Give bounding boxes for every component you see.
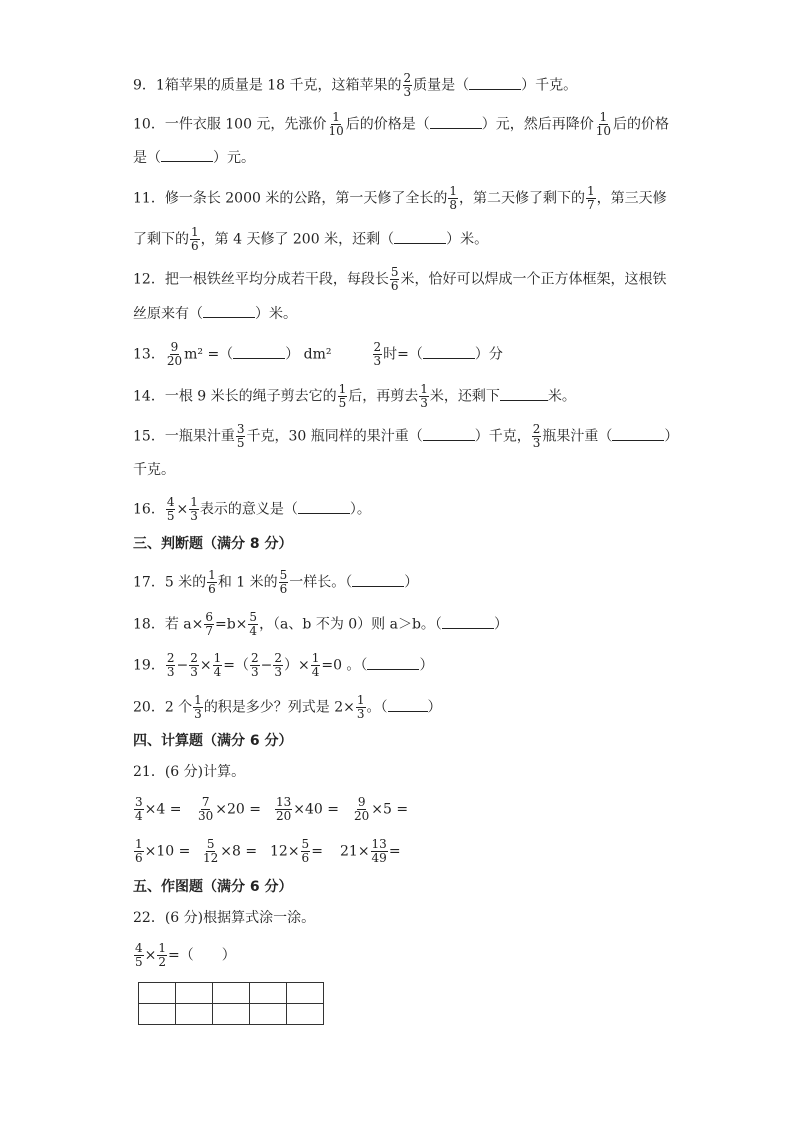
question-19: 19． $\frac{2}{3}$ − $\frac{2}{3}$ × $\frac{1}{4}$ =（ $\frac{2}{3}$ − $\frac{2}{3}$ ）× $\frac{1}{4}$ =0 。（ ） [133, 651, 434, 679]
answer-blank[interactable] [233, 346, 285, 359]
fraction: $\frac{1}{5}$ [338, 382, 347, 410]
question-10: 10．一件衣服 100 元，先涨价 $\frac{1}{10}$ 后的价格是（ ）元，然后再降价 $\frac{1}{10}$ 后的价格 [133, 110, 669, 138]
fraction: $\frac{1}{8}$ [449, 184, 457, 212]
fraction: $\frac{1}{3}$ [194, 693, 202, 721]
calc-item: $\frac{1}{6}$ ×10 = [135, 837, 191, 865]
fraction: $\frac{1}{3}$ [420, 382, 428, 410]
calc-item: $\frac{9}{20}$ ×5 = [354, 795, 409, 823]
answer-blank[interactable] [500, 388, 548, 401]
answer-blank[interactable] [423, 346, 475, 359]
answer-blank[interactable] [203, 305, 255, 318]
calc-item: 12× $\frac{5}{6}$ = [270, 837, 323, 865]
fraction: $\frac{9}{20}$ [166, 340, 183, 368]
fraction: $\frac{4}{5}$ [166, 495, 175, 523]
fraction: $\frac{2}{3}$ [532, 422, 541, 450]
question-12: 12．把一根铁丝平均分成若干段，每段长 $\frac{5}{6}$ 米，恰好可以焊成一个正方体框架，这根铁 [133, 265, 667, 293]
question-16: 16． $\frac{4}{5}$ × $\frac{1}{3}$ 表示的意义是（ ）。 [133, 495, 371, 523]
fraction: $\frac{1}{6}$ [208, 568, 216, 596]
grid-cell[interactable] [213, 983, 250, 1004]
fraction: $\frac{3}{5}$ [236, 422, 245, 450]
answer-blank[interactable] [469, 77, 521, 90]
question-18: 18．若 a× $\frac{6}{7}$ =b× $\frac{5}{4}$ ，（a、b 不为 0）则 a＞b。（ ） [133, 610, 508, 638]
fraction: $\frac{2}{3}$ [190, 651, 198, 679]
question-22-expression: $\frac{4}{5}$ × $\frac{1}{2}$ =（ ） [135, 941, 236, 969]
section-5-heading: 五、作图题（满分 6 分） [133, 879, 293, 895]
question-21-title: 21．(6 分)计算。 [133, 764, 246, 780]
answer-blank[interactable] [442, 616, 494, 629]
grid-cell[interactable] [287, 1004, 324, 1025]
fraction: $\frac{1}{4}$ [213, 651, 222, 679]
fraction: $\frac{6}{7}$ [205, 610, 213, 638]
calc-item: 21× $\frac{13}{49}$ = [340, 837, 401, 865]
section-4-heading: 四、计算题（满分 6 分） [133, 733, 293, 749]
fraction: $\frac{5}{4}$ [249, 610, 258, 638]
calc-item: $\frac{7}{30}$ ×20 = [198, 795, 262, 823]
calc-item: $\frac{3}{4}$ ×4 = [135, 795, 182, 823]
fraction: $\frac{2}{3}$ [250, 651, 259, 679]
shading-grid [138, 982, 324, 1025]
answer-blank[interactable] [430, 116, 482, 129]
question-14: 14．一根 9 米长的绳子剪去它的 $\frac{1}{5}$ 后，再剪去 $\frac{1}{3}$ 米，还剩下 米。 [133, 382, 576, 410]
fraction: $\frac{1}{3}$ [356, 693, 365, 721]
fraction: $\frac{2}{3}$ [403, 71, 412, 99]
answer-blank[interactable] [352, 574, 404, 587]
fraction: $\frac{1}{10}$ [328, 110, 344, 138]
grid-cell[interactable] [250, 983, 287, 1004]
question-17: 17．5 米的 $\frac{1}{6}$ 和 1 米的 $\frac{5}{6}$ 一样长。（ ） [133, 568, 419, 596]
fraction: $\frac{5}{6}$ [279, 568, 288, 596]
fraction: $\frac{2}{3}$ [274, 651, 282, 679]
question-15: 15．一瓶果汁重 $\frac{3}{5}$ 千克，30 瓶同样的果汁重（ ）千克， $\frac{2}{3}$ 瓶果汁重（ ） [133, 422, 679, 450]
answer-blank[interactable] [394, 231, 446, 244]
answer-blank[interactable] [388, 699, 428, 712]
answer-blank[interactable] [612, 428, 664, 441]
answer-blank[interactable] [298, 501, 350, 514]
question-11-line2: 了剩下的 $\frac{1}{6}$ ，第 4 天修了 200 米，还剩（ ）米。 [133, 225, 489, 253]
fraction: $\frac{5}{6}$ [390, 265, 399, 293]
fraction: $\frac{1}{4}$ [311, 651, 320, 679]
question-12-line2: 丝原来有（ ）米。 [133, 306, 297, 322]
section-3-heading: 三、判断题（满分 8 分） [133, 536, 293, 552]
question-9: 9．1箱苹果的质量是 18 千克，这箱苹果的 $\frac{2}{3}$ 质量是（ ）千克。 [133, 71, 578, 99]
fraction: $\frac{1}{7}$ [586, 184, 595, 212]
question-15-line2: 千克。 [133, 462, 175, 478]
fraction: $\frac{1}{10}$ [595, 110, 611, 138]
fraction: $\frac{1}{3}$ [190, 495, 198, 523]
answer-blank[interactable] [161, 149, 213, 162]
calc-item: $\frac{5}{12}$ ×8 = [203, 837, 258, 865]
question-11: 11．修一条长 2000 米的公路，第一天修了全长的 $\frac{1}{8}$ ，第二天修了剩下的 $\frac{1}{7}$ ，第三天修 [133, 184, 667, 212]
answer-blank[interactable] [423, 428, 475, 441]
grid-cell[interactable] [176, 983, 213, 1004]
grid-cell[interactable] [176, 1004, 213, 1025]
grid-cell[interactable] [213, 1004, 250, 1025]
grid-cell[interactable] [287, 983, 324, 1004]
grid-cell[interactable] [139, 983, 176, 1004]
answer-blank[interactable] [367, 657, 419, 670]
question-22-title: 22．(6 分)根据算式涂一涂。 [133, 910, 316, 926]
fraction: $\frac{2}{3}$ [373, 340, 382, 368]
fraction: $\frac{2}{3}$ [166, 651, 175, 679]
question-10-line2: 是（ ）元。 [133, 150, 255, 166]
question-13: 13． $\frac{9}{20}$ m² =（ ） dm² $\frac{2}{3}$ 时=（ ）分 [133, 340, 503, 368]
fraction: $\frac{1}{6}$ [191, 225, 199, 253]
calc-item: $\frac{13}{20}$ ×40 = [276, 795, 340, 823]
grid-cell[interactable] [250, 1004, 287, 1025]
question-20: 20．2 个 $\frac{1}{3}$ 的积是多少？列式是 2× $\frac{1}{3}$ 。（ ） [133, 693, 442, 721]
answer-slot[interactable]: =（ ） [168, 947, 236, 964]
grid-cell[interactable] [139, 1004, 176, 1025]
